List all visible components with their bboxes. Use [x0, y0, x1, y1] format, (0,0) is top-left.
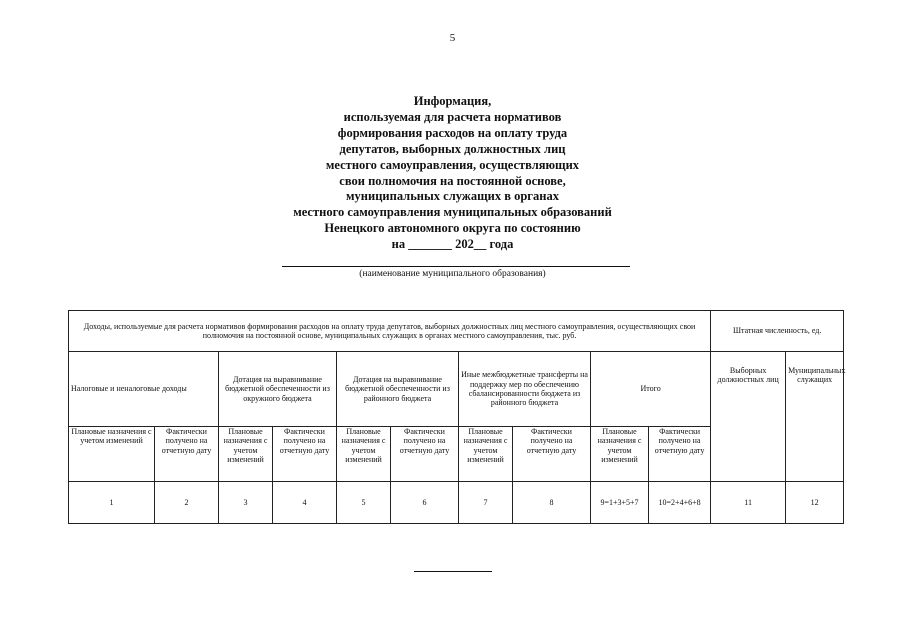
planned-header: Плановые назначения с учетом изменений	[69, 427, 155, 482]
group-district-subsidy: Дотация на выравнивание бюджетной обеспеченности из окружного бюджета	[219, 352, 337, 427]
municipality-name-line	[282, 266, 630, 267]
group-tax-revenues: Налоговые и неналоговые доходы	[69, 352, 219, 427]
title-line: депутатов, выборных должностных лиц	[339, 141, 566, 156]
staff-elected-officials: Выборных должностных лиц	[711, 352, 786, 482]
title-line: Ненецкого автономного округа по состоянию	[324, 221, 581, 236]
actual-header: Фактически получено на отчетную дату	[155, 427, 219, 482]
column-number: 6	[391, 482, 459, 524]
title-line: Информация,	[413, 94, 492, 108]
column-number: 9=1+3+5+7	[591, 482, 649, 524]
planned-header: Плановые назначения с учетом изменений	[459, 427, 513, 482]
page-number: 5	[449, 32, 456, 44]
title-line: свои полномочия на постоянной основе,	[339, 173, 566, 188]
column-number: 11	[711, 482, 786, 524]
group-regional-subsidy: Дотация на выравнивание бюджетной обеспеченности из районного бюджета	[337, 352, 459, 427]
footer-divider	[414, 571, 492, 572]
column-number: 2	[155, 482, 219, 524]
document-title	[0, 94, 905, 253]
column-number: 8	[513, 482, 591, 524]
column-number: 10=2+4+6+8	[649, 482, 711, 524]
title-line: используемая для расчета нормативов	[343, 109, 562, 124]
title-line: местного самоуправления муниципальных образований	[293, 205, 612, 220]
column-number: 3	[219, 482, 273, 524]
income-header-cell: Доходы, используемые для расчета нормативов формирования расходов на оплату труда депутатов, выборных должностных лиц местного самоуправления, осуществляющих свои полномочия на постоянной основе, муниципальных служащих в органах местного самоуправления, тыс. руб.	[69, 311, 711, 352]
staff-header-cell: Штатная численность, ед.	[711, 311, 844, 352]
staff-municipal-employees: Муниципальных служащих	[786, 352, 844, 482]
title-line: местного самоуправления, осуществляющих	[325, 157, 580, 172]
column-number: 4	[273, 482, 337, 524]
column-number: 7	[459, 482, 513, 524]
column-number: 1	[69, 482, 155, 524]
title-line: муниципальных служащих в органах	[346, 189, 559, 204]
column-number: 5	[337, 482, 391, 524]
actual-header: Фактически получено на отчетную дату	[513, 427, 591, 482]
planned-header: Плановые назначения с учетом изменений	[219, 427, 273, 482]
actual-header: Фактически получено на отчетную дату	[649, 427, 711, 482]
title-date-line: на _______ 202__ года	[391, 237, 514, 252]
title-line: формирования расходов на оплату труда	[337, 125, 568, 140]
group-total: Итого	[591, 352, 711, 427]
planned-header: Плановые назначения с учетом изменений	[337, 427, 391, 482]
actual-header: Фактически получено на отчетную дату	[273, 427, 337, 482]
planned-header: Плановые назначения с учетом изменений	[591, 427, 649, 482]
column-number: 12	[786, 482, 844, 524]
actual-header: Фактически получено на отчетную дату	[391, 427, 459, 482]
municipality-caption: (наименование муниципального образования)	[359, 269, 546, 279]
income-table	[68, 310, 844, 524]
group-other-transfers: Иные межбюджетные трансферты на поддержку мер по обеспечению сбалансированности бюджета из районного бюджета	[459, 352, 591, 427]
